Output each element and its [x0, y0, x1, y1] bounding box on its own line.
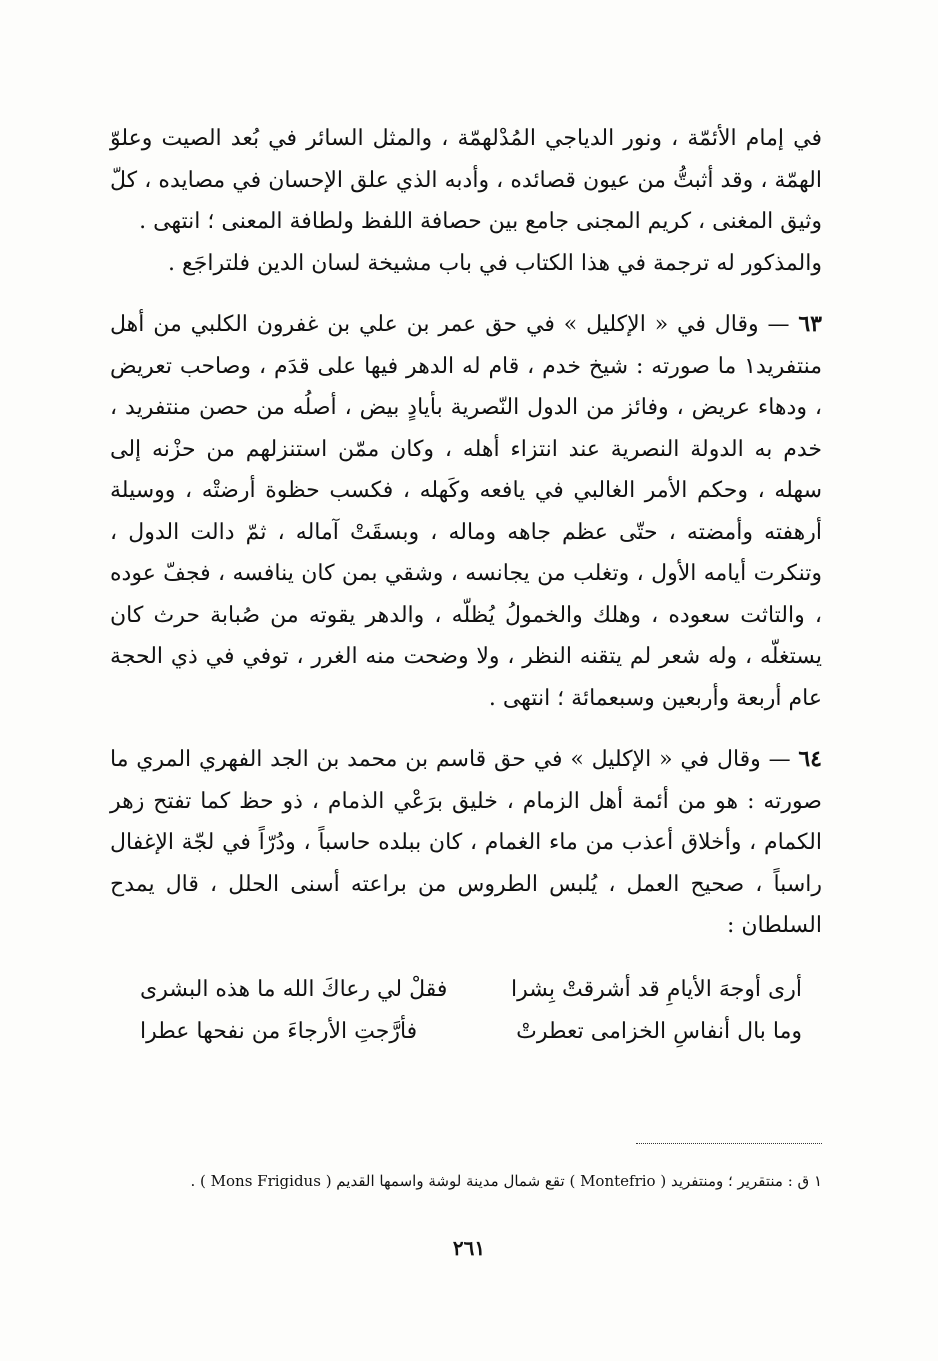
paragraph-reference: والمذكور له ترجمة في هذا الكتاب في باب مشيخة لسان الدين فلتراجَع . [168, 250, 822, 276]
entry-63 [110, 304, 822, 719]
verse-first-hemistich: أرى أوجهَ الأيامِ قد أشرقتْ بِشرا [510, 976, 802, 1002]
poem-verse [140, 969, 802, 1011]
paragraph-intro: في إمام الأئمّة ، ونور الدياجي المُدْلهمّة ، والمثل السائر في بُعد الصيت وعلوّ الهمّة ، وقد أثبتُّ من عيون قصائده ، وأدبه الذي علق الإحسان في مصايده ، كلّ وثيق المغنى ، كريم المجنى جامع بين حصافة اللفظ ولطافة المعنى ؛ انتهى . [110, 126, 822, 234]
entry-63-number: ٦٣ [798, 311, 822, 337]
spacer [110, 719, 822, 739]
verse-first-hemistich: وما بال أنفاسِ الخزامى تعطرتْ [516, 1018, 802, 1044]
entry-63-text: — وقال في « الإكليل » في حق عمر بن علي بن غفرون الكلبي من أهل منتفريد١ ما صورته : شيخ خدم ، قام له الدهر فيها على قدَم ، وصاحب تعريض ، ودهاء عريض ، وفائز من الدول النّصرية بأيادٍ بيض ، أصلُه من حصن منتفريد ، خدم به الدولة النصرية عند انتزاء أهله ، وكان ممّن استنزلهم من حزْنه إلى سهله ، وحكم الأمر الغالبي في يافعه وكَهله ، فكسب حظوة أرضتْه ، ووسيلة أرهفته وأمضته ، حتّى عظم جاهه وماله ، وبسقَتْ آماله ، ثمّ دالت الدول ، وتنكرت أيامه الأول ، وتغلب من يجانسه ، وشقي بمن كان ينافسه ، فجفّ عوده ، والتاثت سعوده ، وهلك والخمولُ يُظلّه ، والدهر يقوته من صُبابة حرث كان يستغلّه ، وله شعر لم يتقنه النظر ، ولا وضحت منه الغرر ، توفي في ذي الحجة عام أربعة وأربعين وسبعمائة ؛ انتهى . [110, 312, 822, 711]
verse-second-hemistich: فقلْ لي رعاكَ الله ما هذه البشرى [140, 976, 448, 1002]
entry-64-text: — وقال في « الإكليل » في حق قاسم بن محمد بن الجد الفهري المري ما صورته : هو من أئمة أهل الزمام ، خليق برَعْي الذمام ، ذو حظ كما تفتح زهر الكمام ، وأخلاق أعذب من ماء الغمام ، كان ببلده حاسباً ، ودُرّاً في لجّة الإغفال راسباً ، صحيح العمل ، يُلبس الطروس من براعته أسنى الحلل ، قال يمدح السلطان : [110, 747, 822, 938]
page-number: ٢٦١ [452, 1236, 486, 1260]
poem-verse [140, 1011, 802, 1053]
entry-64 [110, 739, 822, 947]
poem [140, 969, 802, 1053]
footnote-divider [636, 1143, 822, 1144]
spacer [110, 284, 822, 304]
verse-second-hemistich: فأرَّجتِ الأرجاءَ من نفحها عطرا [140, 1018, 418, 1044]
footnote: ١ ق : منتقرير ؛ ومنتفريد ( Montefrio ) تقع شمال مدينة لوشة واسمها القديم ( Mons Frigidus ) . [190, 1172, 822, 1190]
entry-64-number: ٦٤ [798, 746, 822, 772]
main-text [110, 118, 822, 1053]
